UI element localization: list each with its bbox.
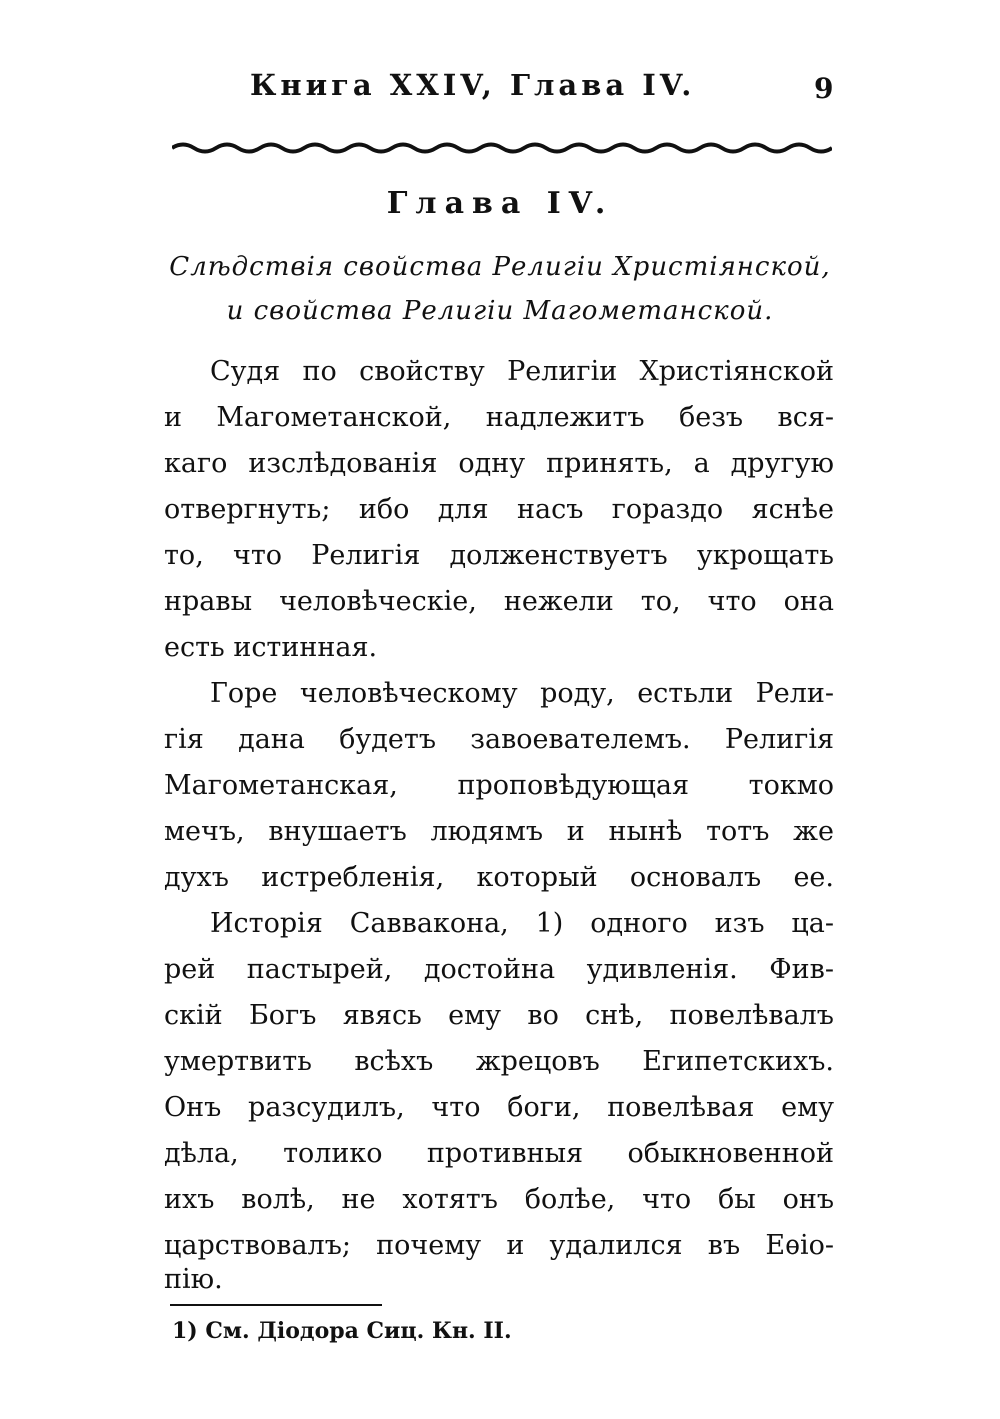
body-line: пію. [164, 1264, 223, 1295]
footnote-rule [170, 1304, 382, 1306]
body-line: Исторія Саввакона, 1) одного изъ ца- [210, 908, 834, 939]
body-line: Онъ разсудилъ, что боги, повелѣвая ему [164, 1092, 834, 1123]
ornamental-rule [172, 138, 832, 158]
chapter-subtitle-line: и свойства Религіи Магометанской. [226, 296, 774, 326]
chapter-title: Глава IV. [386, 186, 614, 221]
body-line: духъ истребленія, который основалъ ее. [164, 862, 834, 893]
body-line: мечъ, внушаетъ людямъ и нынѣ тотъ же [164, 816, 834, 847]
body-line: гія дана будетъ завоевателемъ. Религія [164, 724, 834, 755]
body-line: каго изслѣдованія одну принять, а другую [164, 448, 834, 479]
body-line: ихъ волѣ, не хотятъ болѣе, что бы онъ [164, 1184, 834, 1215]
page-number: 9 [814, 72, 834, 105]
body-line: Магометанская, проповѣдующая токмо [164, 770, 834, 801]
chapter-subtitle-line: Слѣдствія свойства Религіи Христіянской, [169, 252, 831, 282]
body-line: есть истинная. [164, 632, 378, 663]
body-line: умертвить всѣхъ жрецовъ Египетскихъ. [164, 1046, 834, 1077]
body-line: нравы человѣческіе, нежели то, что она [164, 586, 834, 617]
body-line: Горе человѣческому роду, естьли Рели- [210, 678, 834, 709]
body-line: отвергнуть; ибо для насъ гораздо яснѣе [164, 494, 834, 525]
body-line: рей пастырей, достойна удивленія. Фив- [164, 954, 834, 985]
body-line: то, что Религія долженствуетъ укрощать [164, 540, 834, 571]
running-head: Книга XXIV, Глава IV. [250, 68, 696, 102]
body-line: дѣла, толико противныя обыкновенной [164, 1138, 834, 1169]
footnote: 1) См. Діодора Сиц. Кн. II. [172, 1318, 512, 1344]
body-line: скій Богъ явясь ему во снѣ, повелѣвалъ [164, 1000, 834, 1031]
body-line: царствовалъ; почему и удалился въ Еѳіо- [164, 1230, 834, 1261]
body-line: Судя по свойству Религіи Христіянской [210, 356, 834, 387]
body-line: и Магометанской, надлежитъ безъ вся- [164, 402, 834, 433]
